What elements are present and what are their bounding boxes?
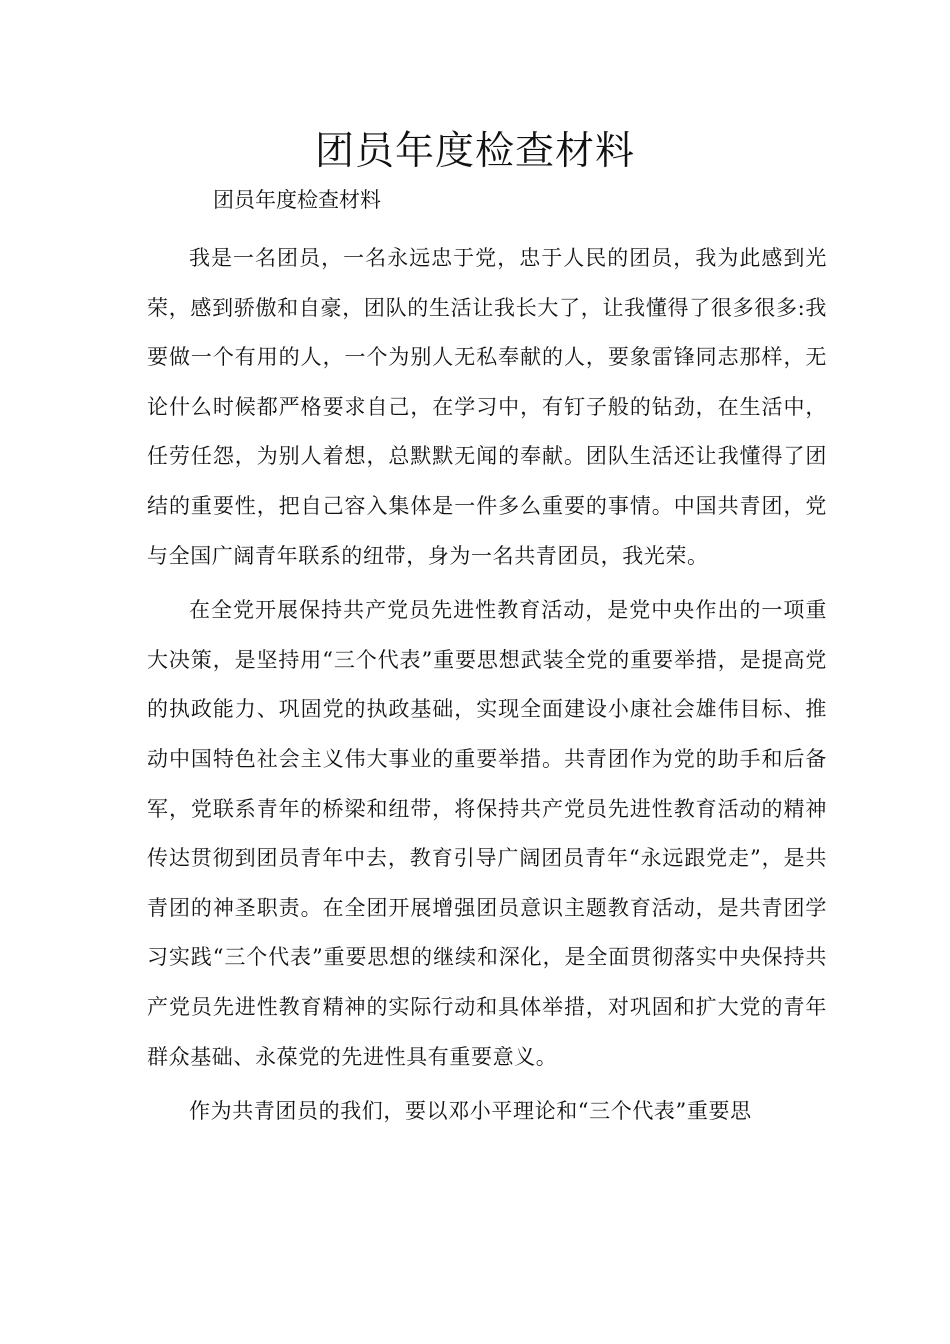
paragraph: 我是一名团员，一名永远忠于党，忠于人民的团员，我为此感到光荣，感到骄傲和自豪，团队的生活让我长大了，让我懂得了很多很多:我要做一个有用的人，一个为别人无私奉献的人，要象雷锋同志那样，无论什么时候都严格要求自己，在学习中，有钉子般的钻劲，在生活中，任劳任怨，为别人着想，总默默无闻的奉献。团队生活还让我懂得了团结的重要性，把自己容入集体是一件多么重要的事情。中国共青团，党与全国广阔青年联系的纽带，身为一名共青团员，我光荣。 [147, 246, 827, 568]
paragraph: 作为共青团员的我们，要以邓小平理论和“三个代表”重要思 [189, 1099, 752, 1124]
paragraph: 在全党开展保持共产党员先进性教育活动，是党中央作出的一项重大决策，是坚持用“三个代表”重要思想武装全党的重要举措，是提高党的执政能力、巩固党的执政基础，实现全面建设小康社会雄伟目标、推动中国特色社会主义伟大事业的重要举措。共青团作为党的助手和后备军，党联系青年的桥梁和纽带，将保持共产党员先进性教育活动的精神传达贯彻到团员青年中去，教育引导广阔团员青年“永远跟党走”，是共青团的神圣职责。在全团开展增强团员意识主题教育活动，是共青团学习实践“三个代表”重要思想的继续和深化，是全面贯彻落实中央保持共产党员先进性教育精神的实际行动和具体举措，对巩固和扩大党的青年群众基础、永葆党的先进性具有重要意义。 [147, 598, 827, 1069]
document-subtitle: 团员年度检查材料 [213, 188, 381, 212]
document-title: 团员年度检查材料 [314, 129, 635, 174]
document-body [147, 234, 827, 1142]
